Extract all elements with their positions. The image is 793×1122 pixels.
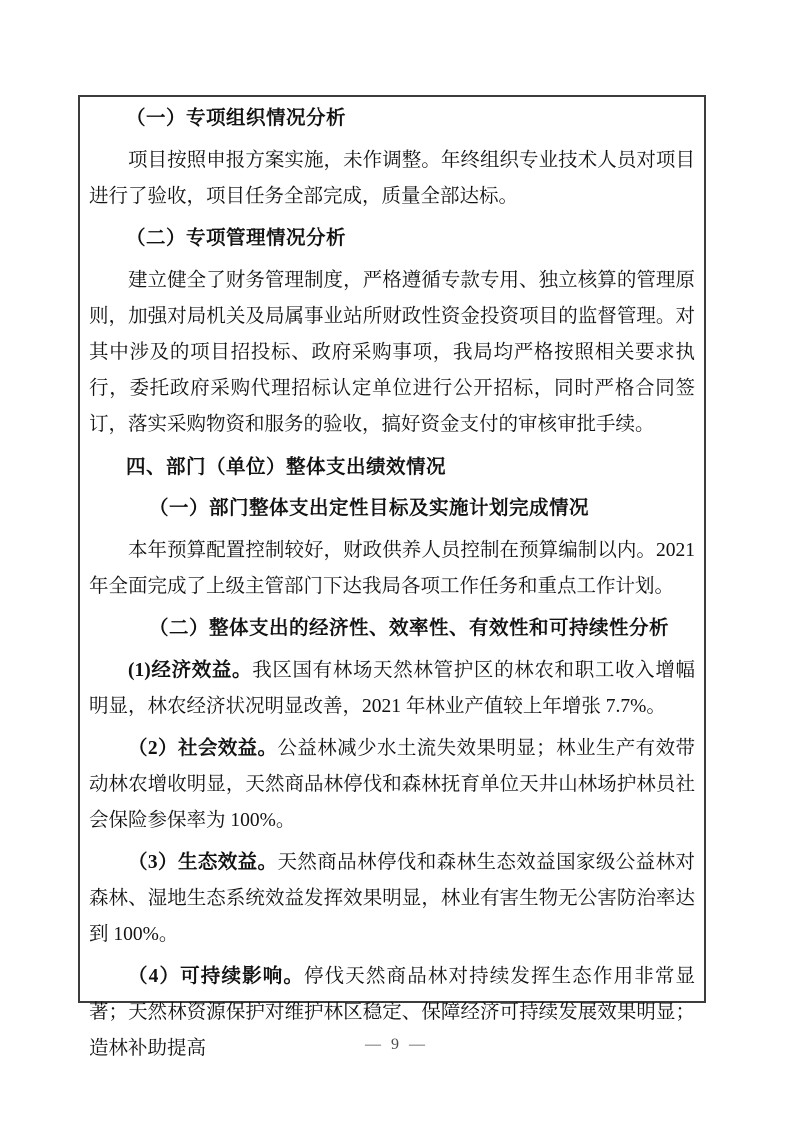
paragraph-lead-ecological-benefit: （3）生态效益。 (128, 852, 278, 873)
paragraph-body-sustainable-impact: 停伐天然商品林对持续发挥生态作用非常显著；天然林资源保护对维护林区稳定、保障经济可持续发展效果明显；造林补助提高 (89, 966, 695, 1059)
page-number: — 9 — (365, 1036, 428, 1053)
paragraph-special-mgmt: 建立健全了财务管理制度，严格遵循专款专用、独立核算的管理原则，加强对局机关及局属事业站所财政性资金投资项目的监督管理。对其中涉及的项目招投标、政府采购事项，我局均严格按照相关要求执行，委托政府采购代理招标认定单位进行公开招标，同时严格合同签订，落实采购物资和服务的验收，搞好资金支付的审核审批手续。 (89, 270, 695, 435)
paragraph-body-ecological-benefit: 天然商品林停伐和森林生态效益国家级公益林对森林、湿地生态系统效益发挥效果明显，林业有害生物无公害防治率达到 100%。 (89, 852, 695, 945)
paragraph-ecological-benefit (89, 845, 695, 953)
paragraph-lead-sustainable-impact: （4）可持续影响。 (128, 966, 304, 987)
paragraph-budget-control: 本年预算配置控制较好，财政供养人员控制在预算编制以内。2021 年全面完成了上级主管部门下达我局各项工作任务和重点工作计划。 (89, 540, 695, 597)
paragraph-body-economic-benefit: 我区国有林场天然林管护区的林农和职工收入增幅明显，林农经济状况明显改善，2021 年林业产值较上年增张 7.7%。 (89, 660, 695, 717)
paragraph-body-social-benefit: 公益林减少水土流失效果明显；林业生产有效带动林农增收明显，天然商品林停伐和森林抚育单位天井山林场护林员社会保险参保率为 100%。 (89, 738, 695, 831)
paragraph-lead-social-benefit: （2）社会效益。 (128, 738, 278, 759)
paragraph-social-benefit (89, 731, 695, 839)
paragraph-special-org: 项目按照申报方案实施，未作调整。年终组织专业技术人员对项目进行了验收，项目任务全部完成，质量全部达标。 (89, 150, 695, 207)
paragraph-economic-benefit (89, 653, 695, 725)
chapter-heading-overall-expenditure: 四、部门（单位）整体支出绩效情况 (126, 456, 447, 478)
content-border-box (78, 95, 706, 1059)
section-heading-special-mgmt-analysis: （二）专项管理情况分析 (126, 228, 347, 249)
section-heading-special-org-analysis: （一）专项组织情况分析 (126, 108, 347, 129)
paragraph-lead-economic-benefit: (1)经济效益。 (128, 660, 253, 681)
section-heading-efficiency-analysis: （二）整体支出的经济性、效率性、有效性和可持续性分析 (149, 618, 670, 639)
section-heading-qualitative-targets: （一）部门整体支出定性目标及实施计划完成情况 (149, 498, 590, 519)
